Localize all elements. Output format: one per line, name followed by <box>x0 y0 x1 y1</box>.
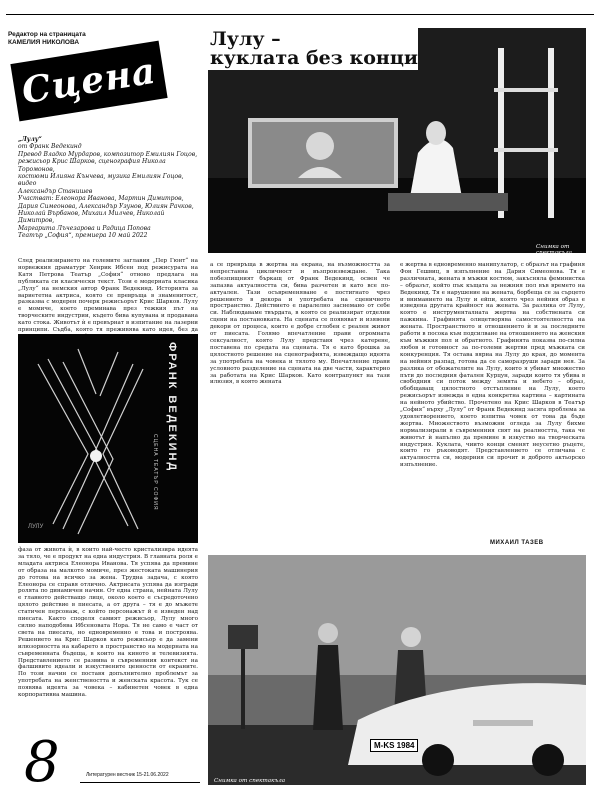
section-label <box>10 41 167 122</box>
photo2-caption: Снимка от спектакъла <box>214 778 286 784</box>
top-rule <box>6 14 594 15</box>
page-number: 8 <box>24 730 60 795</box>
article-text: е жертва в едновременно манипулатор, с образът на графиня Фон Гешвиц, в изпълнение на Дария Симеонова. Тя е различната, жената в мъжки костюм, закъсняла феминистка – образът, който пък къщата за нежния пол във времето на Ведекинд. Тя е нарушение на жената, борбеща се за сърцето и вниманието на Лулу и ейпи, която чрез нейния образ е изведена другата крайност на жената. За разлика от Лулу, която е инструменталната жертва на собствената си пажкина. Графинята олицетворява самостоятелността на жената. Пространството и отношението ѝ и за последните работи в посока към подсилване на отношението на женския към мъжкия пол и обратното. Графинята показва по-силна любов и готовност за по-големи жертви пред мъжката си конкуренция. Тя остава вярна на Лулу до края, до момента на нейния разпад, готова да се саморазруши заради нея. За разлика от обожателите на Лулу, които я убиват множество пъти до последния фатален Курцун, заради които тя убива в свободния си поток между земята и небето – образ, обобщаващ цялостното отстъпление на Лулу, което режисьорът извежда в една конкретна картина – картината на нейното убийство. Прочетено на Крис Шарков в Театър „София“ върху „Лулу“ от Франк Ведекинд засяга проблема за удовлетворението, което изпитва човек от това да бъде жертва. Множеството възможни огледа за Лулу бихме нормализирали в съвременния свят на реалността, така че животът ѝ напълно да премине в изкуство на творческата индустрия. Куклата, чиито конци сменят неусетно ръцете, които го ръководят. Представлението се отличава с актуалността си, модерния си прочит и доброто актьорско изпълнение. <box>400 262 585 469</box>
credits-line: Маргарита Лъчезарова и Радица Попова <box>18 224 151 232</box>
poster-author-strip <box>164 342 178 532</box>
article-text: След реализирането на големите заглавия „Пер Гюнт“ на норвежкия драматург Хенрик Ибсен под режисурата на Катя Петрова Театър „София“ отново предлага на публиката си класически текст. Този е модерната класика „Лулу“ на немския автор Франк Ведекинд. Историята за вариететна актриса, която се превръща в знаменитост, разказва с модерен почерк режисьорът Крис Шарков. Лулу е момиче, което преминава през тежкия път на творческите индустрии, където бива купувана и продавана като стока. Животът ѝ е превърнат в изпитание на лазерни принципи. Съдба, която тя преживява като идея, без да <box>18 258 198 334</box>
editor-name: КАМЕЛИЯ НИКОЛОВА <box>8 39 80 46</box>
article-text: фаза от живота ѝ, в които най-често кристализира идеята за тяло, че е продукт на една индустрия. В главната роля е младата актриса Елеонора Иванова. Тя успява да премине от образа на малкото момиче, през жестоката машинерия до готова на всичко за жена. Трудна задача, с която Елеонора се справя отлично. Актрисата успява да изгради ролята по динамичен начин. От една страна, нейната Лулу е главното действащо лице, около което е съсредоточено цялото действие в пиесата, а от друга – тя е до мъжете статичен персонаж, с който персонажът й е изведен над пиесата. Както споделя самият режисьор, Лулу много силно наподобява Ибсеновата Нора. Тя не само е част от света на пиесата, но едновременно е това и построява. Решението на Крис Шарков като режисьор е да замени илюзорността на кабарето в пространство на модерната на съвременната бъдеща, в които на киното и телевизията. Представлението се развива в съвременния контекст на фалшивите идеали и изкуствените ценности от екраните. По този начин се поставя допълнително проблемът за употребата на женствеността и женската красота. Тук се появява идеята за човека – кабинетен човек в една корпоративна машина. <box>18 547 198 699</box>
headline-line1: Лулу – <box>210 28 281 50</box>
credits-author: от Франк Ведекинд <box>18 143 82 151</box>
article-text: а се превръща в жертва на екрана, на възможността за непрестанна цикличност и възпроизвеждане. Така побезпищният бъркащ от Франк Ведекинд, освен че запазва актуалността си, бива разчетен и като все по-актуален. Тази осъвременяване е постигнато чрез решението в декора и употребата на сценичното пространство. Действието е паралелно заснемано от себе си. Наблюдаваме твърдата, в която се реализират отделни сцени на постановката. На сцената се появяват и изявени декори от процеса, които е добре сглобен с реален живот от пиесата. Голямо впечатление прави огромната сексуалност, която Лулу представя чрез катерене, поставена по средата на сцената. Тя е като брошка за цялостното решение на сценографията, извеждащо идеята за употребата на човека и тялото му. Впечатление прави условното разделение на сцената на две части, характерно за работата на Крис Шарков. Като контрапункт на тази илюзия, в която жената <box>210 262 390 386</box>
credits-block <box>18 136 198 240</box>
credits-line: Театър „София“, премиера 10 май 2022 <box>18 232 148 240</box>
editor-block <box>8 31 86 47</box>
poster-title: ЛУЛУ <box>28 524 44 530</box>
section-title: Сцена <box>19 49 159 113</box>
article-column-4 <box>18 547 198 699</box>
article-headline <box>210 30 418 68</box>
poster-title-strip <box>146 434 158 534</box>
credits-line: Участват: Елеонора Иванова, Мартин Димитров, <box>18 195 184 203</box>
poster-subtitle: СЦЕНА ТЕАТЪР СОФИЯ <box>152 434 158 511</box>
photo1-caption: Снимка от спектакъла <box>536 244 572 256</box>
article-column-3 <box>400 262 585 469</box>
credits-line: Превод Владко Мурдаров, композитор Емилиян Гоцов, <box>18 150 198 158</box>
credits-line: Николай Върбанов, Михаил Милчев, Николай Димитров, <box>18 210 165 225</box>
credits-line: Дария Симеонова, Александър Узунов, Юлиян Рачков, <box>18 202 194 210</box>
credits-line: костюми Илияна Кънчева, музика Емилиян Гоцов, видео <box>18 173 184 188</box>
footer-rule <box>80 782 200 783</box>
headline-line2: куклата без конци <box>210 47 418 69</box>
play-poster <box>18 334 198 543</box>
license-plate: M-KS 1984 <box>370 739 418 752</box>
footer-publication: Литературен вестник 15-21.06.2022 <box>86 772 169 778</box>
poster-author: ФРАНК ВЕДЕКИНД <box>166 342 178 473</box>
editor-role: Редактор на страницата <box>8 31 86 38</box>
credits-play: „Лулу“ <box>18 136 42 143</box>
credits-line: режисьор Крис Шарков, сценография Никола Торомонов, <box>18 158 166 173</box>
byline: МИХАИЛ ТАЗЕВ <box>490 540 544 546</box>
credits-line: Александър Станишев <box>18 187 93 195</box>
article-column-2 <box>210 262 390 386</box>
stage-photo-2 <box>208 555 586 785</box>
